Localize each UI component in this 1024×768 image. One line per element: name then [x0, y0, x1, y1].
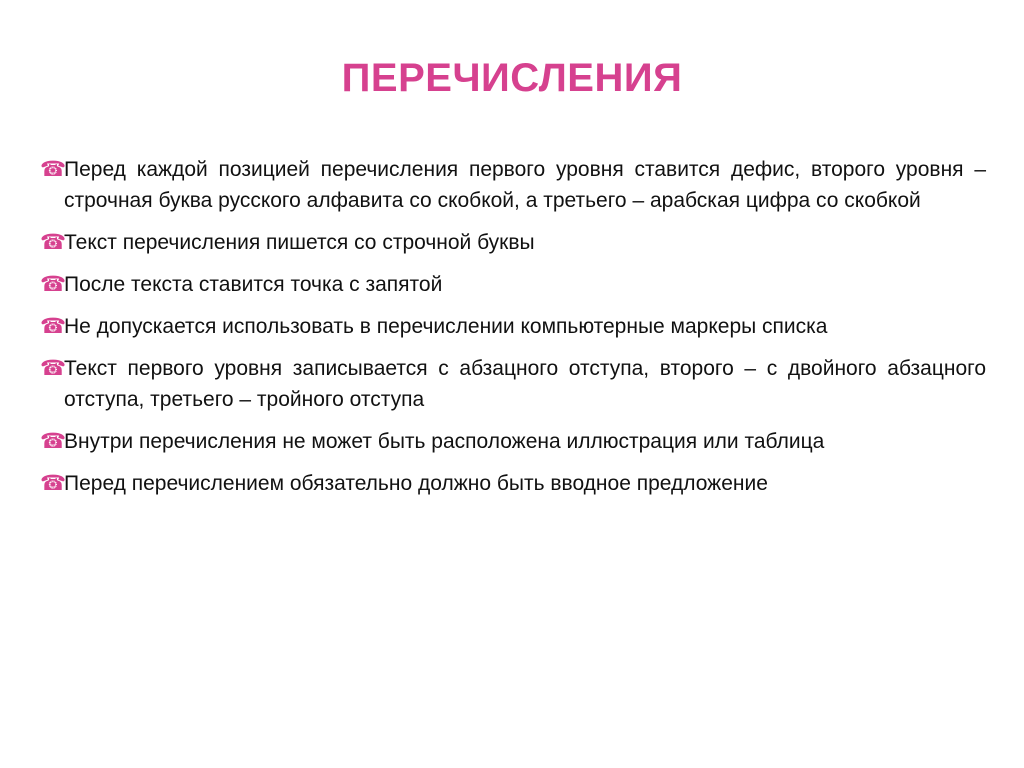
- list-item: [40, 154, 986, 216]
- telephone-icon: ☎: [40, 471, 67, 495]
- list-item-text: Текст перечисления пишется со строчной буквы: [64, 231, 535, 254]
- list-item-text: Не допускается использовать в перечислении компьютерные маркеры списка: [64, 315, 828, 338]
- list-item: [40, 269, 986, 300]
- slide-title: ПЕРЕЧИСЛЕНИЯ: [341, 56, 683, 100]
- list-item-text: Текст первого уровня записывается с абзацного отступа, второго – с двойного абзацного отступа, третьего – тройного отступа: [64, 357, 986, 411]
- list-item-text: Перед каждой позицией перечисления первого уровня ставится дефис, второго уровня – строчная буква русского алфавита со скобкой, а третьего – арабская цифра со скобкой: [64, 158, 986, 212]
- telephone-icon: ☎: [40, 429, 67, 453]
- list-item: [40, 227, 986, 258]
- telephone-icon: ☎: [40, 272, 67, 296]
- list-item-text: После текста ставится точка с запятой: [64, 273, 443, 296]
- list-item: [40, 426, 986, 457]
- list-item-text: Перед перечислением обязательно должно быть вводное предложение: [64, 472, 768, 495]
- list-item-text: Внутри перечисления не может быть расположена иллюстрация или таблица: [64, 430, 825, 453]
- bullet-list: [40, 154, 986, 510]
- list-item: [40, 468, 986, 499]
- list-item: [40, 311, 986, 342]
- telephone-icon: ☎: [40, 230, 67, 254]
- list-item: [40, 353, 986, 415]
- telephone-icon: ☎: [40, 157, 67, 181]
- telephone-icon: ☎: [40, 314, 67, 338]
- telephone-icon: ☎: [40, 356, 67, 380]
